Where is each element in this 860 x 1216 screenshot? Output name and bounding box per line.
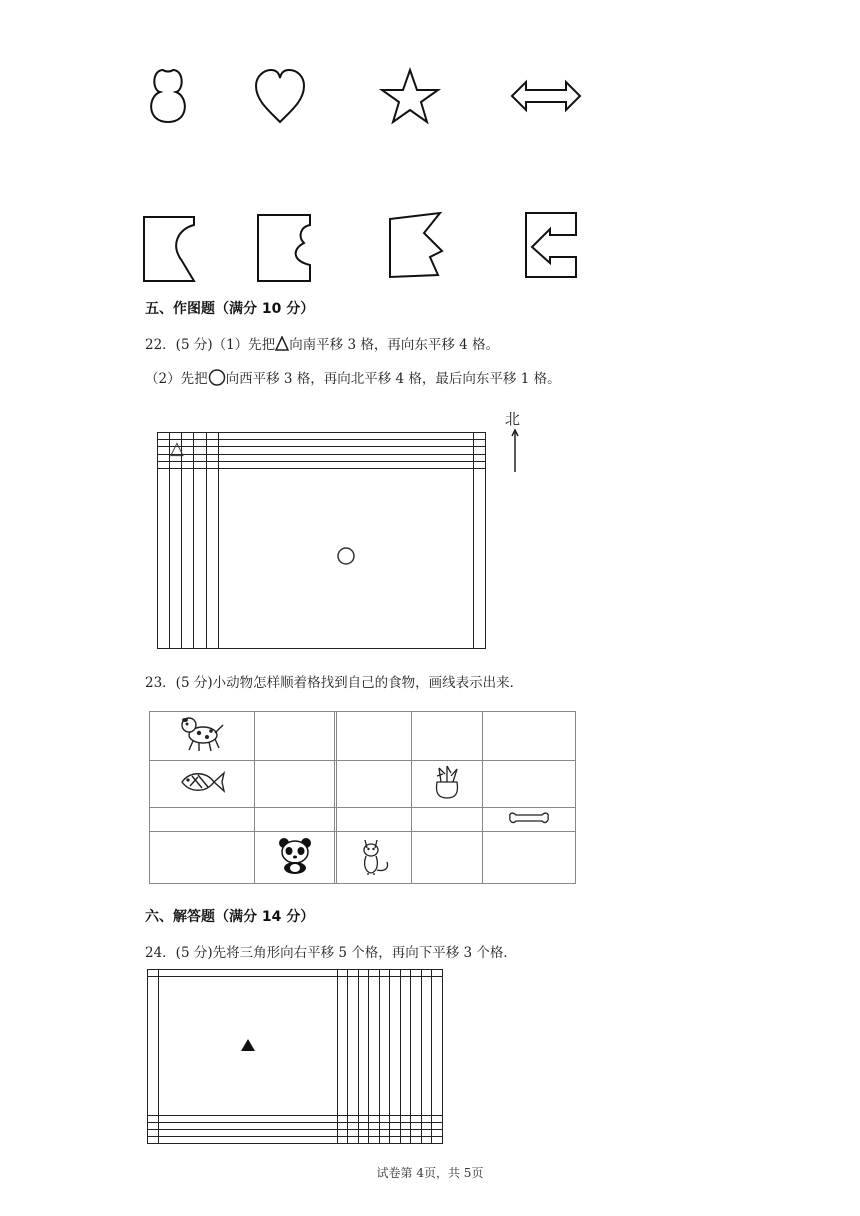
grid-cell (473, 454, 485, 461)
grid-cell (337, 761, 412, 808)
grid-cell (218, 440, 473, 447)
grid-cell (369, 970, 380, 977)
q23-grid (149, 711, 576, 884)
grid-cell (337, 1123, 348, 1130)
grid-cell (483, 832, 576, 884)
grid-cell (348, 976, 359, 1115)
grid-cell (412, 761, 483, 808)
grid-cell (483, 761, 576, 808)
grid-cell (421, 1123, 432, 1130)
grid-cell (379, 1137, 390, 1144)
north-arrow-icon (509, 428, 521, 474)
q22-line-2-end: 向西平移 3 格，再向北平移 4 格，最后向东平移 1 格。 (225, 371, 561, 387)
heart-outline-icon (256, 70, 304, 122)
grid-cell (337, 970, 348, 977)
q22-line-1-end: 向南平移 3 格，再向东平移 4 格。 (289, 337, 500, 353)
grid-cell (337, 712, 412, 761)
grid-cell (158, 976, 337, 1115)
grid-row (148, 1116, 443, 1123)
grid-cell (255, 808, 335, 832)
grid-cell (400, 1116, 411, 1123)
grid-cell (358, 976, 369, 1115)
grid-cell (337, 1137, 348, 1144)
grid-cell (411, 1123, 422, 1130)
q22-line-2 (145, 367, 561, 387)
grid-cell (421, 970, 432, 977)
grid-cell (170, 468, 182, 648)
grid-row (150, 832, 576, 884)
gourd-outline-icon (151, 70, 185, 122)
grid-cell (358, 1137, 369, 1144)
grid-cell (432, 976, 443, 1115)
grid-cell (390, 1116, 401, 1123)
grid-cell (206, 440, 218, 447)
grid-cell (390, 1137, 401, 1144)
grid-cell (400, 976, 411, 1115)
grid-cell (411, 976, 422, 1115)
grid-cell (411, 1116, 422, 1123)
grid-cell (348, 1123, 359, 1130)
top-shapes-row (130, 60, 610, 140)
grid-cell (194, 468, 206, 648)
grid-cell (150, 808, 255, 832)
grid-cell (148, 1130, 159, 1137)
q24-text: 24．(5 分)先将三角形向右平移 5 个格，再向下平移 3 个格． (145, 945, 517, 961)
grid-cell (348, 1130, 359, 1137)
grid-cell (432, 1137, 443, 1144)
cutout-semicircle-icon (258, 215, 310, 281)
grid-cell (369, 976, 380, 1115)
grid-cell (150, 712, 255, 761)
cat-icon (357, 836, 391, 876)
north-indicator (505, 408, 527, 474)
q24-grid (147, 969, 443, 1144)
grid-cell (400, 1130, 411, 1137)
grid-cell (400, 970, 411, 977)
grid-cell (390, 1130, 401, 1137)
bone-icon (508, 810, 550, 826)
grid-cell (358, 1123, 369, 1130)
grid-cell (390, 970, 401, 977)
q22-line-2-start: （2）先把 (145, 371, 208, 387)
grid-cell (348, 970, 359, 977)
grid-cell (148, 1116, 159, 1123)
grid-cell (150, 761, 255, 808)
grid-cell (194, 433, 206, 440)
grid-cell (400, 1123, 411, 1130)
grid-cell (379, 1116, 390, 1123)
grid-cell (421, 1137, 432, 1144)
grid-cell (473, 447, 485, 454)
grid-cell (337, 1116, 348, 1123)
grid-cell (473, 433, 485, 440)
grid-cell (337, 1130, 348, 1137)
section-6-title: 六、解答题（满分 14 分） (145, 909, 315, 925)
grid-cell (148, 970, 159, 977)
grid-cell (411, 1137, 422, 1144)
grid-cell (194, 461, 206, 468)
grid-cell (421, 1116, 432, 1123)
grid-row (150, 761, 576, 808)
grid-row (158, 433, 486, 440)
grid-cell (158, 1116, 337, 1123)
triangle-outline-icon (275, 336, 289, 351)
q22-grid (157, 432, 486, 649)
page-footer: 试卷第 4页，共 5页 (376, 1166, 484, 1180)
grid-cell (483, 808, 576, 832)
q23-text: 23．(5 分)小动物怎样顺着格找到自己的食物，画线表示出来． (145, 675, 524, 691)
bamboo-icon (431, 764, 463, 800)
cutout-rounded-icon (144, 217, 194, 281)
grid-cell (432, 1123, 443, 1130)
circle-marker-icon (336, 546, 356, 566)
grid-cell (379, 1130, 390, 1137)
north-label: 北 (505, 410, 521, 428)
grid-cell (255, 832, 335, 884)
star-outline-icon (382, 70, 438, 122)
triangle-marker: △ (170, 438, 184, 459)
grid-cell (412, 808, 483, 832)
grid-cell (158, 454, 170, 461)
grid-cell (369, 1123, 380, 1130)
grid-cell (206, 454, 218, 461)
grid-cell (369, 1137, 380, 1144)
grid-cell (158, 468, 170, 648)
grid-cell (358, 970, 369, 977)
grid-cell (206, 433, 218, 440)
double-arrow-outline-icon (512, 82, 580, 110)
grid-cell (194, 447, 206, 454)
grid-cell (473, 440, 485, 447)
grid-cell (369, 1130, 380, 1137)
grid-cell (337, 808, 412, 832)
grid-cell (148, 976, 159, 1115)
grid-cell (218, 468, 473, 648)
grid-row (158, 447, 486, 454)
cutout-zigzag-icon (390, 213, 442, 277)
grid-cell (379, 970, 390, 977)
grid-cell (158, 1137, 337, 1144)
grid-cell (206, 447, 218, 454)
grid-cell (369, 1116, 380, 1123)
grid-row (158, 461, 486, 468)
grid-cell (158, 447, 170, 454)
cutout-arrow-icon (526, 213, 576, 277)
grid-cell (411, 970, 422, 977)
filled-triangle-icon (240, 1038, 256, 1052)
grid-cell (218, 433, 473, 440)
grid-row (148, 970, 443, 977)
grid-cell (348, 1116, 359, 1123)
grid-cell (255, 712, 335, 761)
grid-row (148, 1123, 443, 1130)
grid-cell (390, 1123, 401, 1130)
fish-icon (178, 767, 226, 797)
dog-icon (179, 715, 225, 753)
circle-outline-icon (208, 369, 226, 386)
grid-cell (483, 712, 576, 761)
grid-cell (421, 1130, 432, 1137)
grid-row (158, 468, 486, 648)
grid-row (158, 440, 486, 447)
grid-cell (412, 832, 483, 884)
grid-cell (158, 440, 170, 447)
grid-row (148, 1130, 443, 1137)
grid-cell (194, 454, 206, 461)
grid-row (150, 808, 576, 832)
grid-cell (412, 712, 483, 761)
grid-cell (255, 761, 335, 808)
grid-row (158, 454, 486, 461)
cut-shapes-row (130, 205, 600, 290)
grid-cell (170, 461, 182, 468)
grid-cell (218, 447, 473, 454)
grid-cell (379, 1123, 390, 1130)
grid-cell (182, 461, 194, 468)
grid-cell (358, 1130, 369, 1137)
grid-cell (206, 461, 218, 468)
grid-cell (348, 1137, 359, 1144)
grid-cell (400, 1137, 411, 1144)
grid-cell (358, 1116, 369, 1123)
grid-cell (158, 970, 337, 977)
grid-cell (421, 976, 432, 1115)
grid-cell (150, 832, 255, 884)
q22-line-1 (145, 333, 499, 353)
grid-cell (148, 1137, 159, 1144)
grid-cell (218, 461, 473, 468)
grid-cell (158, 433, 184, 459)
grid-cell (473, 468, 485, 648)
grid-cell (432, 1116, 443, 1123)
grid-cell (148, 1123, 159, 1130)
grid-cell (218, 454, 473, 461)
grid-cell (337, 976, 348, 1115)
grid-cell (411, 1130, 422, 1137)
grid-cell (158, 1130, 337, 1137)
grid-cell (473, 461, 485, 468)
grid-cell (379, 976, 390, 1115)
grid-cell (158, 461, 170, 468)
grid-row (148, 1137, 443, 1144)
grid-cell (158, 1123, 337, 1130)
grid-row (150, 712, 576, 761)
grid-cell (432, 970, 443, 977)
grid-cell (206, 468, 218, 648)
grid-cell (390, 976, 401, 1115)
grid-cell (432, 1130, 443, 1137)
grid-cell (194, 440, 206, 447)
grid-cell (182, 468, 194, 648)
grid-cell (337, 832, 412, 884)
section-5-title: 五、作图题（满分 10 分） (145, 301, 315, 317)
panda-icon (277, 837, 313, 875)
q22-line-1-start: 22．(5 分)（1）先把 (145, 337, 276, 353)
grid-row (148, 976, 443, 1115)
